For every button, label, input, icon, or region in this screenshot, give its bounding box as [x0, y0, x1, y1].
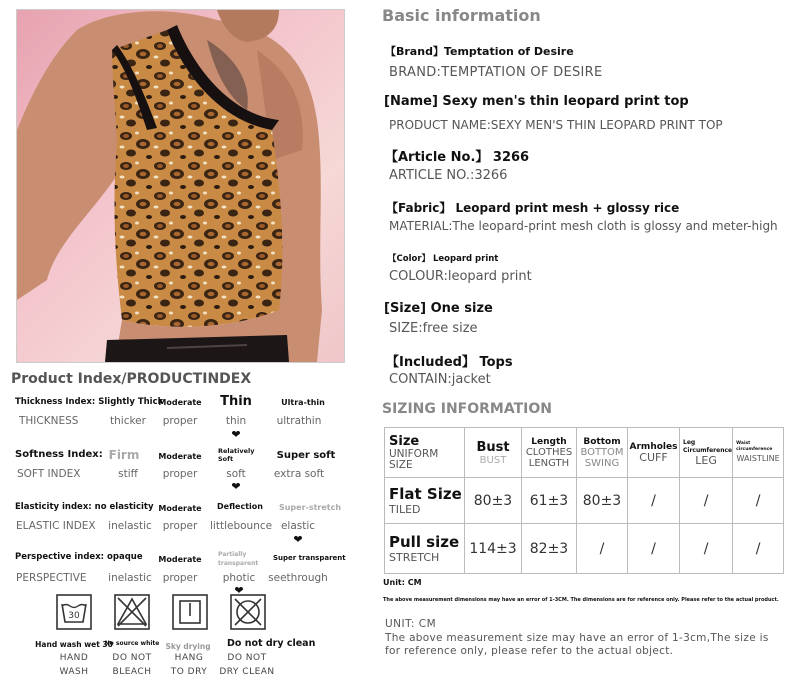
measurement-note-small: The above measurement dimensions may have an error of 1-3CM. The dimensions are for reference only. Please refer to the actual product.: [383, 597, 779, 603]
elasticity-sub-label: ELASTIC INDEX: [16, 520, 96, 532]
name-heading: [Name] Sexy men's thin leopard print top: [384, 94, 689, 109]
no-dry-clean-icon: [230, 594, 266, 630]
flat-bust-value: 80±3: [465, 478, 522, 524]
pull-bottom-value: /: [577, 524, 628, 574]
leg-header-label: Leg Circumference: [683, 439, 733, 454]
elasticity-head-deflection: Deflection: [217, 502, 263, 511]
waist-header-label: Waist circumference: [736, 441, 773, 452]
size-value: SIZE:free size: [389, 321, 478, 336]
leg-header-sub: LEG: [695, 454, 717, 467]
flat-length-value: 61±3: [522, 478, 577, 524]
flat-bottom-value: 80±3: [577, 478, 628, 524]
perspective-option-photic: photic: [222, 572, 256, 584]
thickness-head-moderate: Moderate: [158, 398, 202, 407]
pull-bust-value: 114±3: [465, 524, 522, 574]
softness-head-moderate: Moderate: [158, 452, 202, 461]
size-heading: [Size] One size: [384, 301, 493, 316]
brand-heading: 【Brand】Temptation of Desire: [385, 45, 574, 58]
thickness-option-thin: thin: [225, 415, 247, 427]
bust-header-sub: BUST: [479, 454, 507, 466]
thickness-sub-label: THICKNESS: [19, 415, 79, 427]
elasticity-selected-heart-icon: ❤: [293, 533, 303, 546]
perspective-index-label: Perspective index: opaque: [15, 552, 143, 562]
softness-option-soft: soft: [226, 468, 246, 480]
bottom-header-label: Bottom: [583, 436, 621, 447]
care-no-dry-clean-sub2: DRY CLEAN: [219, 667, 275, 677]
unit-label-small: Unit: CM: [383, 578, 422, 587]
elasticity-head-moderate: Moderate: [158, 504, 202, 513]
pull-length-value: 82±3: [522, 524, 577, 574]
care-no-dry-clean-sub1: DO NOT: [227, 653, 267, 663]
measurement-note: The above measurement size may have an error of 1-3cm,The size is for reference only, please refer to the actual object.: [385, 632, 769, 657]
armholes-header-cell: [628, 428, 680, 478]
care-hand-wash-sub1: HAND: [59, 653, 89, 663]
flat-size-label: Flat Size: [389, 485, 462, 503]
care-no-dry-clean-title: Do not dry clean: [227, 638, 316, 649]
pull-waist-value: /: [733, 524, 784, 574]
pull-size-sub: STRETCH: [389, 551, 440, 564]
softness-index-label: Softness Index:: [15, 449, 103, 460]
included-heading: 【Included】 Tops: [386, 355, 513, 370]
softness-sub-label: SOFT INDEX: [17, 468, 81, 480]
softness-option-stiff: stiff: [118, 468, 138, 480]
perspective-head-moderate: Moderate: [158, 555, 202, 564]
elasticity-option-elastic: elastic: [280, 520, 316, 532]
size-table-header-row: [385, 428, 784, 478]
hang-dry-icon: [172, 594, 208, 630]
flat-armholes-value: /: [628, 478, 680, 524]
size-header-cell: [385, 428, 465, 478]
article-heading: 【Article No.】 3266: [385, 150, 530, 165]
length-header-cell: [522, 428, 577, 478]
perspective-option-proper: proper: [162, 572, 198, 584]
size-table: [384, 427, 784, 574]
svg-text:30: 30: [68, 611, 80, 621]
perspective-option-inelastic: inelastic: [108, 572, 152, 584]
elasticity-option-proper: proper: [162, 520, 198, 532]
softness-selected-heart-icon: ❤: [231, 480, 241, 493]
product-photo: [16, 9, 345, 363]
basic-information-title: Basic information: [382, 6, 541, 25]
thickness-head-thin: Thin: [220, 394, 252, 409]
fabric-heading: 【Fabric】 Leopard print mesh + glossy rice: [386, 201, 680, 215]
elasticity-head-super-stretch: Super-stretch: [278, 503, 342, 512]
sizing-information-title: SIZING INFORMATION: [382, 401, 552, 417]
length-header-sub: CLOTHES LENGTH: [525, 446, 573, 469]
elasticity-option-littlebounce: littlebounce: [210, 520, 273, 532]
waist-header-sub: WAISTLINE: [736, 454, 780, 463]
brand-value: BRAND:TEMPTATION OF DESIRE: [389, 65, 603, 80]
pull-size-row-header: [385, 524, 465, 574]
thickness-option-proper: proper: [162, 415, 198, 427]
care-no-bleach-sub2: BLEACH: [112, 667, 152, 677]
thickness-selected-heart-icon: ❤: [231, 428, 241, 441]
softness-head-firm: Firm: [108, 448, 140, 462]
softness-head-super-soft: Super soft: [276, 450, 336, 461]
flat-size-row-header: [385, 478, 465, 524]
flat-size-sub: TILED: [389, 503, 421, 516]
waist-header-cell: [733, 428, 784, 478]
flat-leg-value: /: [680, 478, 733, 524]
thickness-option-thicker: thicker: [110, 415, 146, 427]
product-index-title: Product Index/PRODUCTINDEX: [11, 371, 252, 387]
size-header-sub: UNIFORM SIZE: [389, 448, 439, 471]
softness-option-extra-soft: extra soft: [273, 468, 325, 480]
thickness-head-ultrathin: Ultra-thin: [281, 398, 325, 407]
bust-header-cell: [465, 428, 522, 478]
perspective-option-seethrough: seethrough: [268, 572, 328, 584]
softness-head-relatively-soft: Relatively Soft: [218, 447, 255, 463]
perspective-selected-heart-icon: ❤: [234, 584, 244, 597]
armholes-header-label: Armholes: [629, 442, 678, 452]
care-hang-dry-sub1: HANG: [174, 653, 204, 663]
care-no-bleach-sub1: DO NOT: [112, 653, 152, 663]
length-header-label: Length: [531, 436, 567, 447]
bottom-header-cell: [577, 428, 628, 478]
softness-option-proper: proper: [162, 468, 198, 480]
pull-size-row: [385, 524, 784, 574]
fabric-value: MATERIAL:The leopard-print mesh cloth is glossy and meter-high: [389, 219, 778, 233]
care-hang-dry-sub2: TO DRY: [170, 667, 208, 677]
armholes-header-sub: CUFF: [639, 451, 668, 464]
care-hand-wash-sub2: WASH: [59, 667, 89, 677]
included-value: CONTAIN:jacket: [389, 372, 491, 387]
size-header-label: Size: [389, 434, 420, 449]
perspective-sub-label: PERSPECTIVE: [16, 572, 87, 584]
pull-size-label: Pull size: [389, 533, 460, 551]
care-hang-dry-title: Sky drying: [165, 642, 211, 651]
elasticity-option-inelastic: inelastic: [108, 520, 152, 532]
color-heading: 【Color】 Leopard print: [388, 254, 499, 264]
no-bleach-icon: [114, 594, 150, 630]
flat-size-row: [385, 478, 784, 524]
care-hand-wash-title: Hand wash wet 30: [35, 640, 113, 649]
leg-header-cell: [680, 428, 733, 478]
color-value: COLOUR:leopard print: [389, 269, 532, 284]
flat-waist-value: /: [733, 478, 784, 524]
pull-leg-value: /: [680, 524, 733, 574]
name-value: PRODUCT NAME:SEXY MEN'S THIN LEOPARD PRINT TOP: [389, 118, 723, 132]
elasticity-index-label: Elasticity index: no elasticity: [15, 502, 154, 512]
perspective-head-super-transparent: Super transparent: [273, 554, 346, 562]
pull-armholes-value: /: [628, 524, 680, 574]
perspective-head-partially-transparent: Partially transparent: [218, 551, 259, 567]
thickness-option-ultrathin: ultrathin: [276, 415, 322, 427]
model-leopard-top-image: [17, 10, 344, 362]
article-value: ARTICLE NO.:3266: [389, 168, 508, 183]
hand-wash-30-icon: [56, 594, 92, 630]
bottom-header-sub: BOTTOM SWING: [580, 446, 624, 469]
unit-label: UNIT: CM: [385, 618, 437, 630]
thickness-index-label: Thickness Index: Slightly Thick: [15, 397, 164, 407]
bust-header-label: Bust: [476, 439, 510, 455]
care-no-bleach-title: No source white: [104, 640, 160, 647]
